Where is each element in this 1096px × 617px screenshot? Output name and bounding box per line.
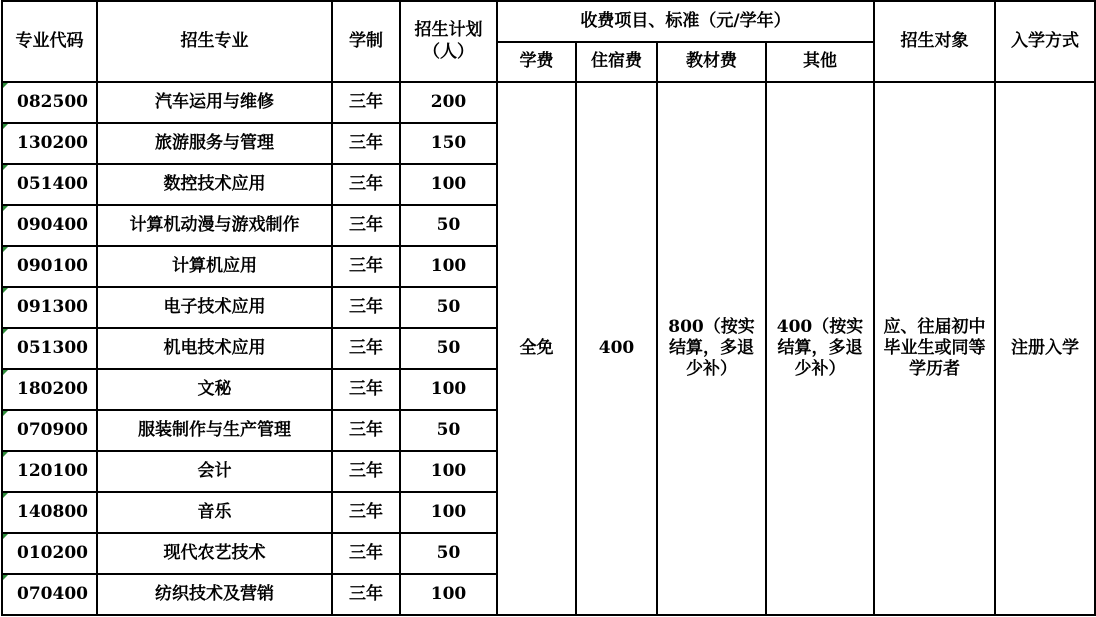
cell-lodging: 400 xyxy=(576,82,657,615)
cell-code: 120100 xyxy=(2,451,97,492)
header-enroll: 入学方式 xyxy=(995,1,1095,82)
cell-major: 汽车运用与维修 xyxy=(97,82,332,123)
cell-target: 应、往届初中毕业生或同等学历者 xyxy=(874,82,995,615)
header-textbook: 教材费 xyxy=(657,42,766,82)
cell-code: 051400 xyxy=(2,164,97,205)
cell-duration: 三年 xyxy=(332,369,400,410)
header-other: 其他 xyxy=(766,42,874,82)
cell-duration: 三年 xyxy=(332,574,400,615)
cell-duration: 三年 xyxy=(332,82,400,123)
cell-major: 现代农艺技术 xyxy=(97,533,332,574)
cell-code: 070400 xyxy=(2,574,97,615)
cell-code: 051300 xyxy=(2,328,97,369)
cell-code: 082500 xyxy=(2,82,97,123)
cell-code: 010200 xyxy=(2,533,97,574)
cell-plan: 50 xyxy=(400,410,497,451)
cell-code: 090400 xyxy=(2,205,97,246)
cell-code: 091300 xyxy=(2,287,97,328)
cell-plan: 50 xyxy=(400,533,497,574)
cell-plan: 50 xyxy=(400,287,497,328)
cell-major: 纺织技术及营销 xyxy=(97,574,332,615)
cell-plan: 100 xyxy=(400,369,497,410)
cell-duration: 三年 xyxy=(332,328,400,369)
table-row xyxy=(2,82,1095,123)
cell-duration: 三年 xyxy=(332,164,400,205)
cell-major: 数控技术应用 xyxy=(97,164,332,205)
cell-textbook: 800（按实结算，多退少补） xyxy=(657,82,766,615)
cell-duration: 三年 xyxy=(332,287,400,328)
cell-code: 140800 xyxy=(2,492,97,533)
header-lodging: 住宿费 xyxy=(576,42,657,82)
enrollment-table xyxy=(1,0,1096,616)
cell-major: 音乐 xyxy=(97,492,332,533)
header-plan: 招生计划（人） xyxy=(400,1,497,82)
cell-duration: 三年 xyxy=(332,205,400,246)
header-major: 招生专业 xyxy=(97,1,332,82)
cell-plan: 100 xyxy=(400,164,497,205)
cell-other: 400（按实结算，多退少补） xyxy=(766,82,874,615)
cell-plan: 100 xyxy=(400,492,497,533)
cell-code: 090100 xyxy=(2,246,97,287)
cell-code: 180200 xyxy=(2,369,97,410)
cell-plan: 150 xyxy=(400,123,497,164)
cell-code: 070900 xyxy=(2,410,97,451)
cell-duration: 三年 xyxy=(332,410,400,451)
header-duration: 学制 xyxy=(332,1,400,82)
cell-plan: 100 xyxy=(400,246,497,287)
cell-major: 会计 xyxy=(97,451,332,492)
header-tuition: 学费 xyxy=(497,42,576,82)
header-fees: 收费项目、标准（元/学年） xyxy=(497,1,874,42)
cell-major: 服装制作与生产管理 xyxy=(97,410,332,451)
cell-major: 电子技术应用 xyxy=(97,287,332,328)
cell-duration: 三年 xyxy=(332,533,400,574)
cell-enroll: 注册入学 xyxy=(995,82,1095,615)
cell-plan: 50 xyxy=(400,328,497,369)
header-target: 招生对象 xyxy=(874,1,995,82)
cell-code: 130200 xyxy=(2,123,97,164)
cell-major: 文秘 xyxy=(97,369,332,410)
cell-plan: 50 xyxy=(400,205,497,246)
header-code: 专业代码 xyxy=(2,1,97,82)
cell-plan: 100 xyxy=(400,574,497,615)
cell-duration: 三年 xyxy=(332,451,400,492)
cell-major: 机电技术应用 xyxy=(97,328,332,369)
cell-major: 计算机动漫与游戏制作 xyxy=(97,205,332,246)
cell-plan: 100 xyxy=(400,451,497,492)
cell-major: 旅游服务与管理 xyxy=(97,123,332,164)
cell-major: 计算机应用 xyxy=(97,246,332,287)
cell-plan: 200 xyxy=(400,82,497,123)
cell-tuition: 全免 xyxy=(497,82,576,615)
cell-duration: 三年 xyxy=(332,246,400,287)
cell-duration: 三年 xyxy=(332,123,400,164)
cell-duration: 三年 xyxy=(332,492,400,533)
